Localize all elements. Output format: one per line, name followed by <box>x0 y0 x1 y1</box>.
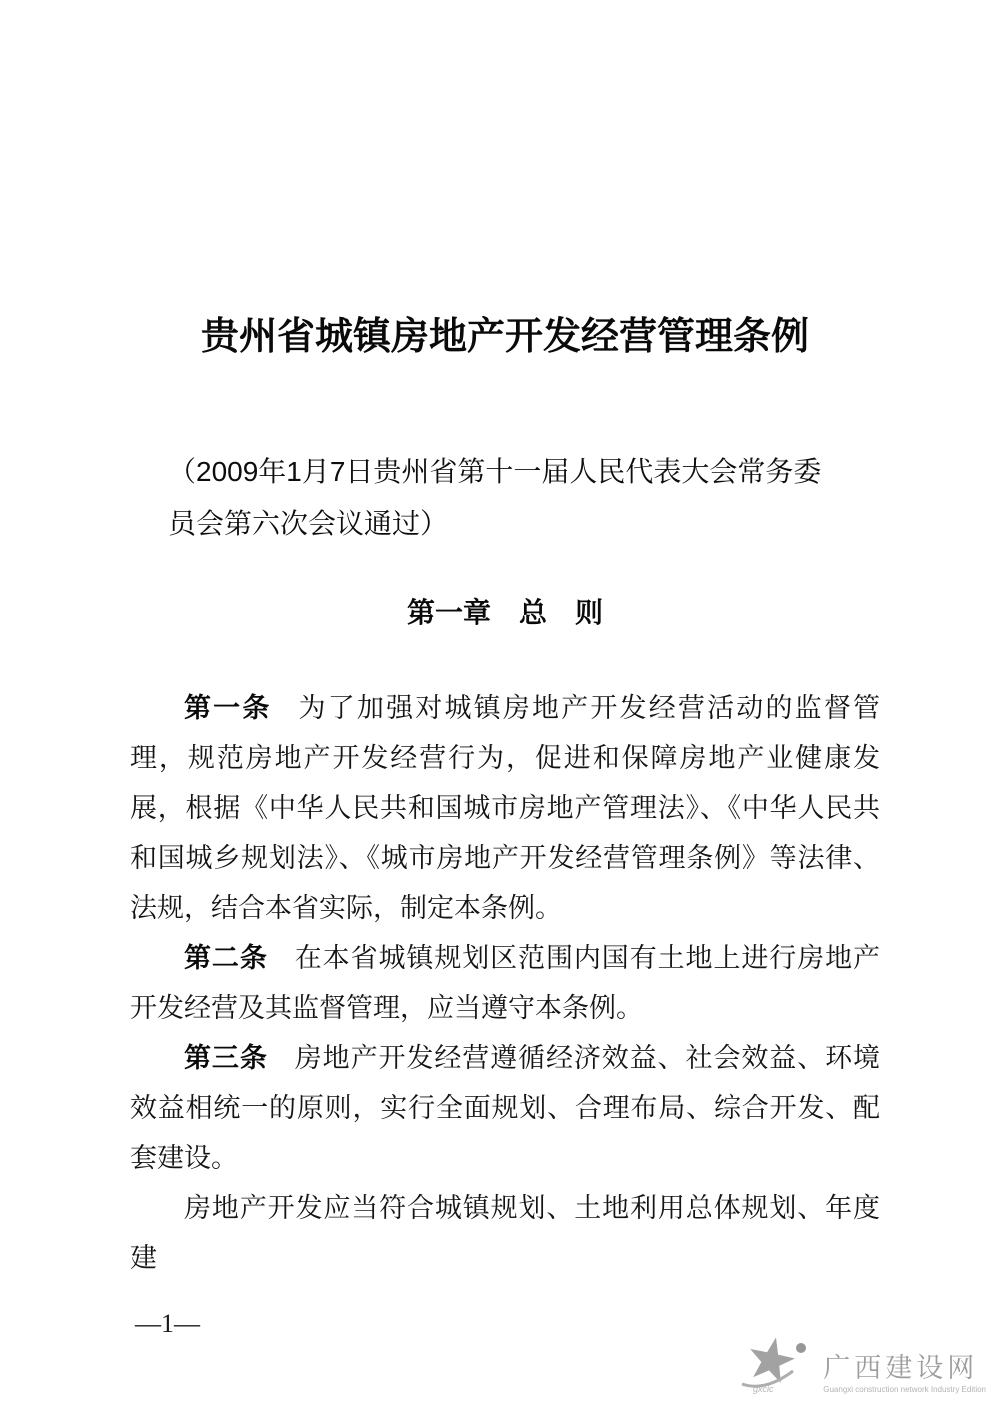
watermark <box>737 1335 986 1395</box>
article-1-text: 为了加强对城镇房地产开发经营活动的监督管理，规范房地产开发经营行为，促进和保障房地产业健康发展，根据《中华人民共和国城市房地产管理法》、《中华人民共和国城乡规划法》、《城市房地产开发经营管理条例》等法律、法规，结合本省实际，制定本条例。 <box>130 693 881 923</box>
chapter-heading: 第一章 总 则 <box>406 597 603 628</box>
paragraph-continuation <box>130 1183 880 1283</box>
document-title: 贵州省城镇房地产开发经营管理条例 <box>200 316 809 358</box>
watermark-text <box>823 1353 986 1395</box>
paragraph-article-3 <box>130 1033 880 1183</box>
article-1-label: 第一条 <box>184 693 272 723</box>
subtitle-line-2: 员会第六次会议通过） <box>168 508 449 539</box>
subtitle-line-1: （2009年1月7日贵州省第十一届人民代表大会常务委 <box>168 456 822 487</box>
page-number: —1— <box>135 1309 200 1338</box>
watermark-site-subtitle: Guangxi construction network Industry Edition <box>823 1385 986 1394</box>
article-2-label: 第二条 <box>184 943 268 973</box>
article-2-text: 在本省城镇规划区范围内国有土地上进行房地产开发经营及其监督管理，应当遵守本条例。 <box>130 943 881 1023</box>
document-body <box>130 683 880 1283</box>
watermark-site-name: 广西建设网 <box>823 1353 979 1383</box>
document-content <box>130 0 880 1339</box>
paragraph-article-2 <box>130 933 880 1033</box>
article-3-text: 房地产开发经营遵循经济效益、社会效益、环境效益相统一的原则，实行全面规划、合理布局、综合开发、配套建设。 <box>130 1043 881 1173</box>
article-3-label: 第三条 <box>184 1043 268 1073</box>
star-logo-icon <box>737 1335 815 1395</box>
paragraph-article-1 <box>130 683 880 933</box>
logo-mark-text: gxcic <box>753 1384 774 1394</box>
continuation-text: 房地产开发应当符合城镇规划、土地利用总体规划、年度建 <box>130 1193 880 1273</box>
document-subtitle <box>130 446 880 550</box>
